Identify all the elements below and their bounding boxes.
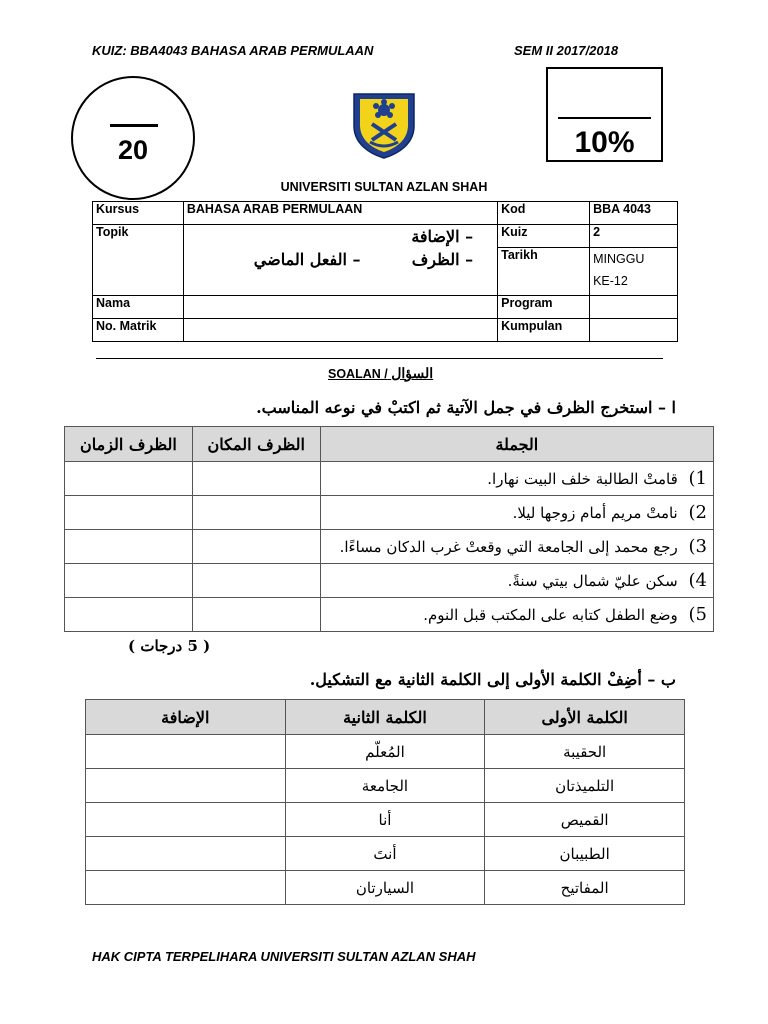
part-a-instruction: ا – استخرج الظرف في جمل الآتية ثم اكتبْ في نوعه المناسب. (256, 398, 676, 417)
copyright-footer: HAK CIPTA TERPELIHARA UNIVERSITI SULTAN AZLAN SHAH (92, 949, 476, 964)
program-field[interactable] (590, 296, 678, 319)
idafah-answer-cell[interactable] (86, 769, 286, 803)
tarikh-week: MINGGU (593, 252, 645, 266)
kursus-value: BAHASA ARAB PERMULAAN (183, 202, 497, 225)
second-word: السيارتان (285, 871, 485, 905)
soalan-arabic: السؤال (391, 366, 434, 382)
answer-place-cell[interactable] (192, 462, 320, 496)
nama-label: Nama (93, 296, 184, 319)
second-word: أنا (285, 803, 485, 837)
matrik-field[interactable] (183, 319, 497, 342)
matrik-label: No. Matrik (93, 319, 184, 342)
soalan-latin: SOALAN / (328, 367, 388, 381)
score-total: 20 (117, 135, 149, 165)
table-row (65, 462, 714, 496)
answer-place-cell[interactable] (192, 530, 320, 564)
answer-place-cell[interactable] (192, 496, 320, 530)
answer-place-cell[interactable] (192, 598, 320, 632)
idafah-answer-cell[interactable] (86, 871, 286, 905)
header-place-adverb: الظرف المكان (192, 427, 320, 462)
table-row (86, 837, 685, 871)
first-word: المفاتيح (485, 871, 685, 905)
soalan-heading (328, 366, 433, 382)
part-a-table (64, 426, 714, 632)
row-number: 1) (688, 468, 707, 489)
table-row (65, 496, 714, 530)
divider (96, 358, 663, 359)
first-word: التلميذتان (485, 769, 685, 803)
header-sentence: الجملة (320, 427, 713, 462)
student-info-table (92, 201, 678, 342)
semester: SEM II 2017/2018 (514, 43, 619, 58)
part-a-marks: ( 5 درجات ) (128, 637, 211, 655)
kod-value: BBA 4043 (590, 202, 678, 225)
row-number: 2) (688, 502, 707, 523)
sentence-text: وضع الطفل كتابه على المكتب قبل النوم. (423, 606, 678, 624)
kuiz-value: 2 (590, 225, 678, 248)
tarikh-label: Tarikh (498, 248, 590, 296)
header-time-adverb: الظرف الزمان (65, 427, 193, 462)
table-row (65, 598, 714, 632)
kuiz-label: Kuiz (498, 225, 590, 248)
part-b-table (85, 699, 685, 905)
tarikh-week-num: KE-12 (593, 274, 628, 288)
idafah-answer-cell[interactable] (86, 803, 286, 837)
university-crest-icon (350, 90, 418, 160)
part-b-instruction: ب – أضِفْ الكلمة الأولى إلى الكلمة الثانية مع التشكيل. (309, 670, 676, 689)
program-label: Program (498, 296, 590, 319)
second-word: الجامعة (285, 769, 485, 803)
topik-value (183, 225, 497, 296)
table-row (65, 530, 714, 564)
table-row (86, 735, 685, 769)
header-second-word: الكلمة الثانية (285, 700, 485, 735)
answer-time-cell[interactable] (65, 564, 193, 598)
topik-idafah: – الإضافة (411, 227, 474, 246)
idafah-answer-cell[interactable] (86, 837, 286, 871)
topik-fiil-madi: – الفعل الماضي (253, 250, 361, 269)
kursus-label: Kursus (93, 202, 184, 225)
row-number: 5) (688, 604, 707, 625)
kumpulan-label: Kumpulan (498, 319, 590, 342)
row-number: 3) (688, 536, 707, 557)
kumpulan-field[interactable] (590, 319, 678, 342)
table-row (86, 871, 685, 905)
topik-line2 (187, 250, 473, 269)
answer-time-cell[interactable] (65, 530, 193, 564)
row-number: 4) (688, 570, 707, 591)
idafah-answer-cell[interactable] (86, 735, 286, 769)
table-row (65, 564, 714, 598)
sentence-text: قامتْ الطالبة خلف البيت نهارا. (487, 470, 678, 488)
university-name: UNIVERSITI SULTAN AZLAN SHAH (280, 180, 488, 194)
score-percent: 10% (574, 126, 635, 159)
topik-zarf: – الظرف (411, 250, 474, 269)
table-row (86, 803, 685, 837)
table-row (86, 769, 685, 803)
first-word: الطبيبان (485, 837, 685, 871)
sentence-text: نامتْ مريم أمام زوجها ليلا. (512, 504, 678, 522)
sentence-text: رجع محمد إلى الجامعة التي وقعتْ غرب الدكان مساءًا. (339, 538, 678, 556)
first-word: الحقيبة (485, 735, 685, 769)
second-word: أنتَ (285, 837, 485, 871)
first-word: القميص (485, 803, 685, 837)
header-idafah: الإضافة (86, 700, 286, 735)
sentence-text: سكن عليّ شمال بيتي سنةً. (507, 572, 678, 590)
answer-time-cell[interactable] (65, 496, 193, 530)
header-first-word: الكلمة الأولى (485, 700, 685, 735)
answer-place-cell[interactable] (192, 564, 320, 598)
quiz-title: KUIZ: BBA4043 BAHASA ARAB PERMULAAN (92, 43, 374, 58)
answer-time-cell[interactable] (65, 462, 193, 496)
tarikh-value (590, 248, 678, 296)
percent-box (546, 67, 663, 162)
topik-label: Topik (93, 225, 184, 296)
second-word: المُعلّم (285, 735, 485, 769)
answer-time-cell[interactable] (65, 598, 193, 632)
kod-label: Kod (498, 202, 590, 225)
nama-field[interactable] (183, 296, 497, 319)
